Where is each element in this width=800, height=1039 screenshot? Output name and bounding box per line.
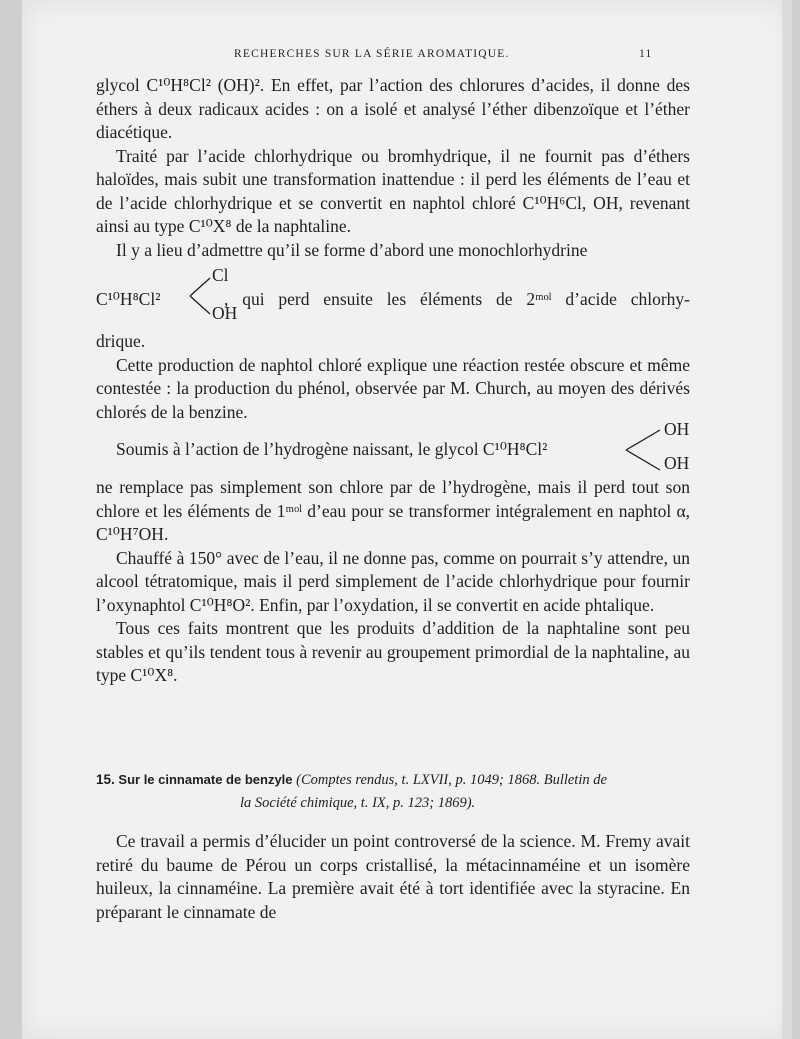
section-text — [96, 830, 690, 924]
formula-rest: , qui perd ensuite les éléments de 2ᵐᵒˡ d’acide chlorhy- — [224, 289, 690, 309]
branch-lines-icon — [188, 274, 212, 318]
reference-title: Sur le cinnamate de benzyle — [118, 772, 293, 787]
glycol-formula-line — [96, 419, 690, 476]
paragraph-5: ne remplace pas simplement son chlore par de l’hydrogène, mais il perd tout son chlore et les éléments de 1ᵐᵒˡ d’eau pour se transformer intégralement en naphtol α, C¹⁰H⁷OH. — [96, 477, 690, 544]
paragraph-1: glycol C¹⁰H⁸Cl² (OH)². En effet, par l’action des chlorures d’acides, il donne des éthers à deux radicaux acides : on a isolé et analysé l’éther dibenzoïque et l’éther diacétique. — [96, 75, 690, 142]
page-number: 11 — [639, 48, 653, 60]
running-title: RECHERCHES SUR LA SÉRIE AROMATIQUE. — [234, 48, 510, 60]
monochlorhydrine-formula — [96, 262, 690, 330]
paragraph-4: Cette production de naphtol chloré explique une réaction restée obscure et même contestée : la production du phénol, observée par M. Church, au moyen des dérivés chlorés de la benzine. — [96, 354, 690, 422]
reference-citation: (Comptes rendus, t. LXVII, p. 1049; 1868. Bulletin de — [296, 772, 607, 788]
reference-number: 15. — [96, 772, 115, 787]
paragraph-3: Il y a lieu d’admettre qu’il se forme d’abord une monochlorhydrine — [116, 239, 588, 260]
page-edge — [782, 0, 792, 1039]
paragraph-3-end: drique. — [96, 331, 146, 351]
glycol-oh-top: OH — [664, 419, 690, 439]
paragraph-8: Ce travail a permis d’élucider un point controversé de la science. M. Fremy avait retiré du baume de Pérou un corps cristallisé, la métacinnaméine et un isomère huileux, la cinnaméine. La première avait été à tort identifiée avec la styracine. En préparant le cinnamate de — [96, 831, 690, 922]
formula-cl: Cl — [212, 265, 229, 285]
formula-left: C¹⁰H⁸Cl² — [96, 289, 161, 309]
paragraph-5-start: Soumis à l’action de l’hydrogène naissant, le glycol C¹⁰H⁸Cl² — [116, 439, 548, 459]
paragraph-2: Traité par l’acide chlorhydrique ou bromhydrique, il ne fournit pas d’éthers haloïdes, mais subit une transformation inattendue : il perd les éléments de l’eau et de l’acide chlorhydrique et se convertit en naphtol chloré C¹⁰H⁶Cl, OH, revenant ainsi au type C¹⁰X⁸ de la naphtaline. — [96, 145, 690, 236]
paragraph-7: Tous ces faits montrent que les produits d’addition de la naphtaline sont peu stables et qu’ils tendent tous à revenir au groupement primordial de la naphtaline, au type C¹⁰X⁸. — [96, 618, 690, 685]
paragraph-6: Chauffé à 150° avec de l’eau, il ne donne pas, comme on pourrait s’y attendre, un alcool tétratomique, mais il perd simplement de l’acide chlorhydrique pour fournir l’oxynaphtol C¹⁰H⁸O². Enfin, par l’oxydation, il se convertit en acide phtalique. — [96, 547, 690, 615]
formula-branch — [188, 262, 238, 332]
body-text — [96, 74, 690, 688]
book-page — [22, 0, 792, 1039]
formula-oh: OH — [212, 303, 238, 323]
glycol-oh-bottom: OH — [664, 453, 690, 473]
reference-citation-2: la Société chimique, t. IX, p. 123; 1869). — [240, 795, 476, 811]
branch-lines-icon — [622, 424, 662, 476]
glycol-branch — [622, 419, 692, 476]
reference-entry — [96, 768, 690, 815]
